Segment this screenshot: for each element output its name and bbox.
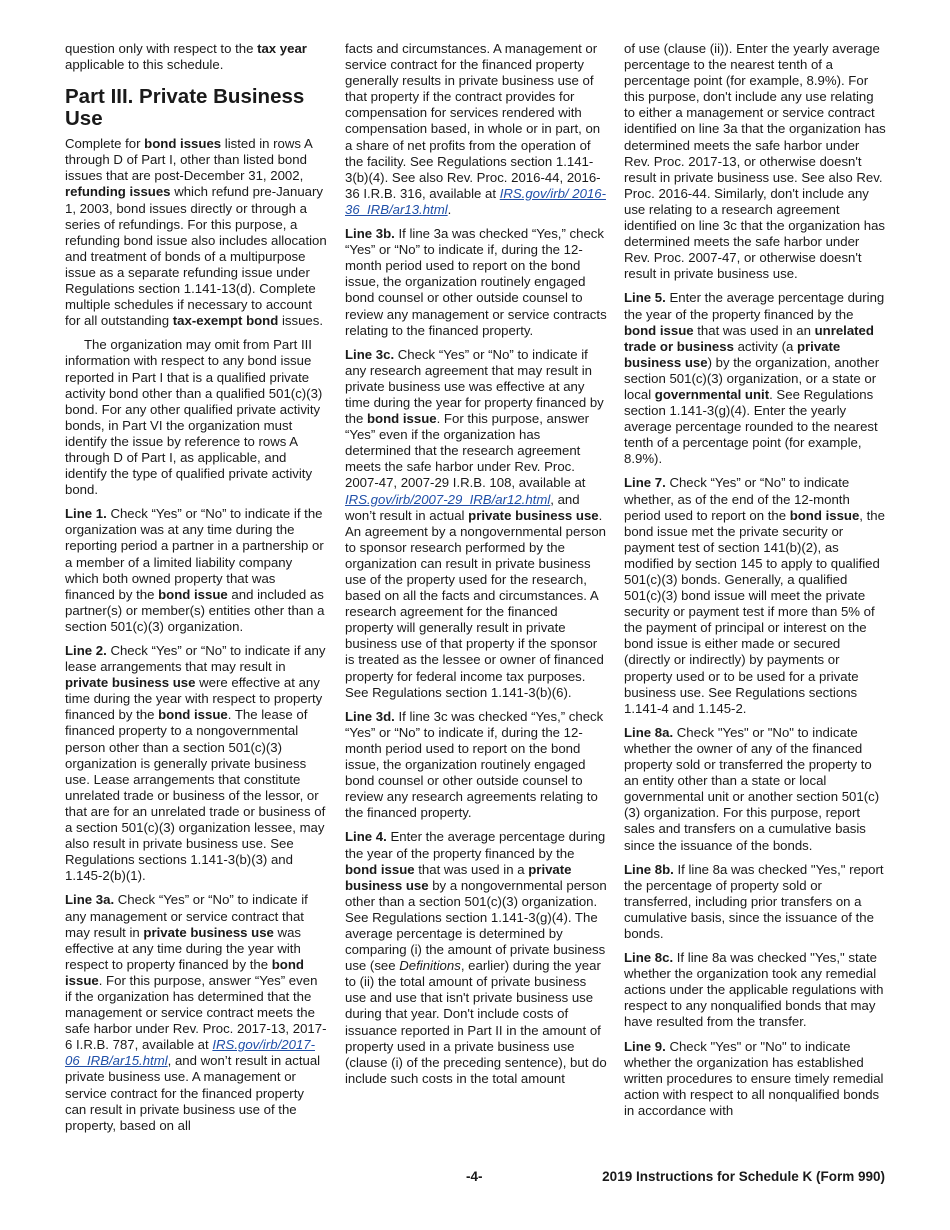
paragraph-continuation-facts: facts and circumstances. A management or service contract for the financed property generally results in private business use of that property if the contract provides for compensation for services rendered with compensation based, in whole or in part, on a share of net profits from the operation of the facility. See Regulations section 1.141-3(b)(4). See also Rev. Proc. 2016-44, 2016-36 I.R.B. 316, available at IRS.gov/irb/ 2016-36_IRB/ar13.html.	[345, 41, 606, 217]
paragraph-line-8c: Line 8c. If line 8a was checked "Yes," state whether the organization took any remedial actions under the applicable regulations with respect to any nonqualified bonds that may have resulted from the transfer.	[624, 950, 884, 1030]
page-number: -4-	[466, 1169, 483, 1184]
link-irb-2016-36[interactable]: IRS.gov/irb/ 2016-36_IRB/ar13.html	[345, 185, 606, 217]
column-middle	[345, 41, 607, 1095]
paragraph-line-8a: Line 8a. Check "Yes" or "No" to indicate whether the owner of any of the financed property sold or transferred the property to an entity other than a state or local governmental unit or another section 501(c)(3) organization. For this purpose, report sales and transfers on a cumulative basis since the issuance of the bonds.	[624, 724, 880, 853]
paragraph-line-2: Line 2. Check “Yes” or “No” to indicate if any lease arrangements that may result in private business use were effective at any time during the year with respect to property financed by the bond issue. The lease of financed property to a nongovernmental person other than a section 501(c)(3) organization is generally private business use. Lease arrangements that constitute unrelated trade or business of the lessor, or that are for an unrelated trade or business of a section 501(c)(3) organization lessee, may also result in private business use. See Regulations sections 1.141-3(b)(3) and 1.145-2(b)(1).	[65, 643, 326, 884]
paragraph-line-3d: Line 3d. If line 3c was checked “Yes,” check “Yes” or “No” to indicate if, during the 12-month period used to report on the bond issue, the organization routinely engaged bond counsel or other outside counsel to review any research agreements relating to the financed property.	[345, 708, 604, 821]
paragraph-line-4: Line 4. Enter the average percentage during the year of the property financed by the bond issue that was used in a private business use by a nongovernmental person other than a section 501(c)(3) organization. See Regulations section 1.141-3(g)(4). The average percentage is determined by comparing (i) the amount of private business use (see Definitions, earlier) during the year to (ii) the total amount of private business use and use that isn't private business use during that year. Don't include costs of issuance reported in Part II in the amount of property used in a private business use (clause (i) of the preceding sentence), but do include such costs in the total amount	[345, 829, 607, 1086]
paragraph-line-3a: Line 3a. Check “Yes” or “No” to indicate if any management or service contract that may result in private business use was effective at any time during the year with respect to property financed by the bond issue. For this purpose, answer “Yes” even if the organization has determined that the management or service contract meets the safe harbor under Rev. Proc. 2017-13, 2017-6 I.R.B. 787, available at IRS.gov/irb/2017-06_IRB/ar15.html, and won’t result in actual private business use. A management or service contract for the financed property can result in private business use of the property, based on all	[65, 892, 327, 1133]
column-left	[65, 41, 327, 1142]
section-heading-part-iii: Part III. Private Business Use	[65, 85, 305, 131]
paragraph-line-1: Line 1. Check “Yes” or “No” to indicate if the organization was at any time during the reporting period a partner in a partnership or a member of a limited liability company which both owned property that was financed by the bond issue and included as partner(s) or member(s) entities other than a section 501(c)(3) organization.	[65, 506, 325, 634]
paragraph-omit-info: The organization may omit from Part III information with respect to any bond issue reported in Part I that is a qualified private activity bond other than a qualified 501(c)(3) bond. For any other qualified private activity bonds, in Part VI the organization must identify the issue by reference to rows A through D of Part I, as applicable, and identify the type of qualified private activity bond.	[65, 337, 323, 498]
column-right	[624, 41, 886, 1127]
paragraph-continuation-use: of use (clause (ii)). Enter the yearly average percentage to the nearest tenth of a percentage point (for example, 8.9%). For this purpose, don't include any use relating to either a management or service contract identified on line 3a that the organization has determined meets the safe harbor under Rev. Proc. 2017-13, or otherwise doesn't result in private business use. See also Rev. Proc. 2016-44. Similarly, don't include any use relating to a research agreement identified on line 3c that the organization has determined meets the safe harbor under Rev. Proc. 2007-47, or otherwise doesn't result in private business use.	[624, 41, 886, 282]
paragraph-line-7: Line 7. Check “Yes” or “No” to indicate whether, as of the end of the 12-month period used to report on the bond issue, the bond issue met the private security or payment test of section 141(b)(2), as modified by section 145 to apply to qualified 501(c)(3) bonds. Generally, a qualified 501(c)(3) bond issue will meet the private security or payment test if more than 5% of the payment of principal or interest on the bond issue is either made or secured (directly or indirectly) by payments or property used or to be used for a private business use. See Regulations sections 1.141-4 and 1.145-2.	[624, 475, 885, 716]
paragraph-line-8b: Line 8b. If line 8a was checked "Yes," report the percentage of property sold or transferred, including prior transfers on a cumulative basis, since the issuance of the bonds.	[624, 861, 884, 941]
paragraph-part-iii-intro: Complete for bond issues listed in rows A through D of Part I, other than listed bond issues that are post-December 31, 2002, refunding issues which refund pre-January 1, 2003, bond issues directly or through a series of refundings. For this purpose, a refunding bond issue also includes allocation and treatment of bonds of a multipurpose issue as a separate refunding issue under Regulations section 1.141-13(d). Complete multiple schedules if necessary to account for all outstanding tax-exempt bond issues.	[65, 136, 327, 329]
paragraph-continuation: question only with respect to the tax year applicable to this schedule.	[65, 41, 307, 73]
paragraph-line-5: Line 5. Enter the average percentage during the year of the property financed by the bond issue that was used in an unrelated trade or business activity (a private business use) by the organization, another section 501(c)(3) organization, or a state or local governmental unit. See Regulations section 1.141-3(g)(4). Enter the yearly average percentage rounded to the nearest tenth of a percentage point (for example, 8.9%).	[624, 290, 885, 467]
link-irb-2007-29[interactable]: IRS.gov/irb/2007-29_IRB/ar12.html	[345, 491, 551, 507]
paragraph-line-3c: Line 3c. Check “Yes” or “No” to indicate if any research agreement that may result in private business use was effective at any time during the year for property financed by the bond issue. For this purpose, answer “Yes” even if the organization has determined that the research agreement meets the safe harbor under Rev. Proc. 2007-47, 2007-29 I.R.B. 108, available at IRS.gov/irb/2007-29_IRB/ar12.html, and won’t result in actual private business use. An agreement by a nongovernmental person to sponsor research performed by the organization can result in private business use of the property used for the research, based on all the facts and circumstances. A research agreement for the financed property will generally result in private business use of that property if the sponsor is treated as the lessee or owner of financed property for federal income tax purposes. See Regulations section 1.141-3(b)(6).	[345, 346, 606, 700]
paragraph-line-9: Line 9. Check "Yes" or "No" to indicate whether the organization has established written procedures to ensure timely remedial action with respect to all nonqualified bonds in accordance with	[624, 1038, 884, 1118]
link-irb-2017-06[interactable]: IRS.gov/irb/2017-06_IRB/ar15.html	[65, 1037, 315, 1069]
paragraph-line-3b: Line 3b. If line 3a was checked “Yes,” check “Yes” or “No” to indicate if, during the 12-month period used to report on the bond issue, the organization routinely engaged bond counsel or other outside counsel to review any management or service contracts relating to the financed property.	[345, 226, 607, 338]
document-title: 2019 Instructions for Schedule K (Form 990)	[602, 1169, 885, 1184]
